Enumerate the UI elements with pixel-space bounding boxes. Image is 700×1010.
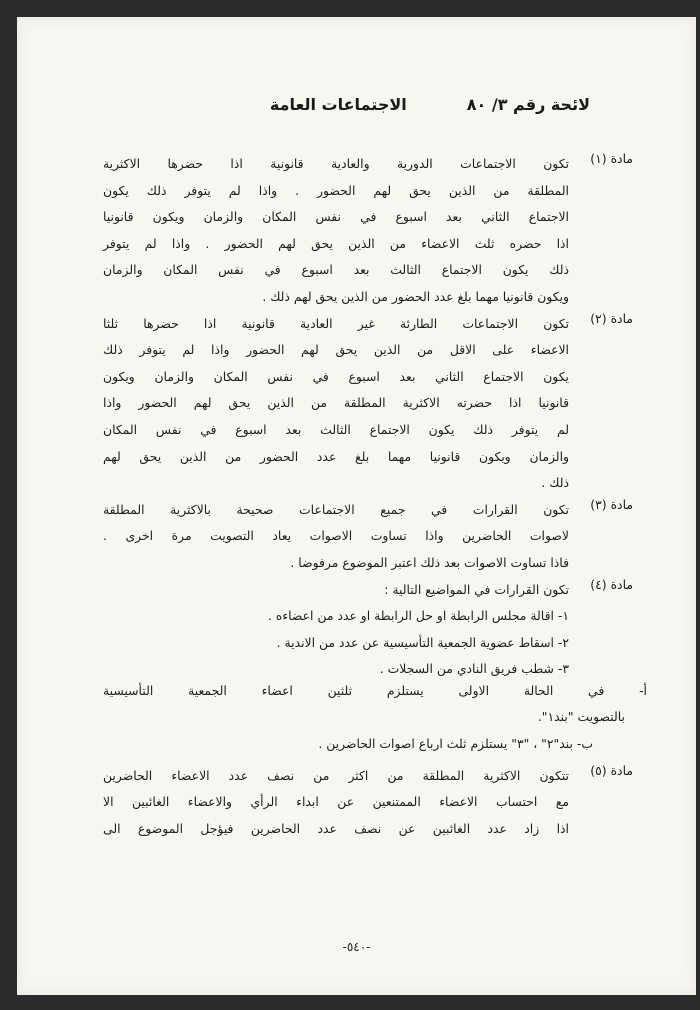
document-body: [103, 151, 647, 842]
text-line: مع احتساب الاعضاء الممتنعين عن ابداء الرأي والاعضاء الغائبين الا: [103, 794, 569, 810]
text-line: ذلك يكون الاجتماع الثالث بعد اسبوع في نفس المكان والزمان: [103, 262, 569, 278]
text-line: اذا زاد عدد الغائبين عن نصف عدد الحاضرين فيؤجل الموضوع الى: [103, 820, 569, 836]
text-line: تكون الاجتماعات الدورية والعادية قانونية اذا حضرها الاكثرية: [103, 156, 569, 171]
text-line: الاجتماع الثاني بعد اسبوع في نفس المكان والزمان ويكون قانونيا: [103, 209, 569, 225]
text-line: قانونيا اذا حضرته الاكثرية المطلقة من الذين يحق لهم الحضور واذا: [103, 395, 569, 411]
article-text: [103, 311, 569, 497]
article-text: [103, 151, 569, 311]
sub-item: أ- في الحالة الاولى يستلزم ثلثين اعضاء الجمعية التأسيسية: [103, 682, 647, 698]
article-4-subitems: [103, 683, 647, 763]
text-line: ويكون قانونيا مهما بلغ عدد الحضور من الذين يحق لهم ذلك .: [262, 288, 569, 304]
regulation-number: لائحة رقم ٣/ ٨٠: [466, 95, 590, 114]
article-text: [103, 763, 569, 843]
text-line: ذلك .: [541, 475, 569, 491]
article-label: مادة (٣): [590, 496, 633, 512]
text-line: تكون الاجتماعات الطارئة غير العادية قانونية اذا حضرها ثلثا: [103, 315, 569, 331]
text-line: لم يتوفر ذلك يكون الاجتماع الثالث بعد اسبوع في نفس المكان: [103, 421, 569, 437]
article-label: مادة (٤): [590, 576, 633, 592]
article-label: مادة (٢): [590, 310, 633, 326]
page-number: -٥٤٠-: [342, 940, 371, 954]
list-item: ١- اقالة مجلس الرابطة او حل الرابطة او عدد من اعضاءه .: [267, 608, 569, 624]
document-header: [270, 95, 590, 114]
article-text: [103, 577, 569, 683]
article-2: [103, 311, 633, 497]
sub-item: ب- بند"٢" ، "٣" يستلزم ثلث ارباع اصوات الحاضرين .: [318, 736, 593, 752]
list-item: ٣- شطب فريق النادي من السجلات .: [379, 661, 569, 677]
text-line: تكون القرارات في جميع الاجتماعات صحيحة بالاكثرية المطلقة: [103, 501, 569, 517]
article-3: [103, 497, 633, 577]
document-page: [17, 17, 696, 995]
article-label: مادة (١): [590, 151, 633, 166]
article-text: [103, 497, 569, 577]
text-line: الاعضاء على الاقل من الذين يحق لهم الحضور واذا لم يتوفر ذلك: [103, 342, 569, 358]
section-title: الاجتماعات العامة: [269, 95, 407, 114]
text-line: اذا حضره ثلث الاعضاء من الذين يحق لهم الحضور . واذا لم يتوفر: [103, 235, 569, 251]
article-1: [103, 151, 633, 311]
article-label: مادة (٥): [590, 762, 633, 778]
article-5: [103, 763, 633, 843]
article-intro: تكون القرارات في المواضيع التالية :: [384, 581, 569, 597]
text-line: يكون الاجتماع الثاني بعد اسبوع في نفس المكان والزمان ويكون: [103, 368, 569, 384]
text-line: المطلقة من الذين يحق لهم الحضور . واذا لم يتوفر ذلك يكون: [103, 182, 569, 198]
text-line: فاذا تساوت الاصوات بعد ذلك اعتبر الموضوع مرفوضا .: [290, 554, 569, 570]
sub-item-continuation: بالتصويت "بند١".: [537, 709, 625, 725]
text-line: تتكون الاكثرية المطلقة من اكثر من نصف عدد الاعضاء الحاضرين: [103, 767, 569, 783]
text-line: لاصوات الحاضرين واذا تساوت الاصوات يعاد التصويت مرة اخرى .: [103, 528, 569, 544]
list-item: ٢- اسقاط عضوية الجمعية التأسيسية عن عدد من الاندية .: [276, 634, 569, 650]
text-line: والزمان ويكون قانونيا مهما بلغ عدد الحضور من الذين يحق لهم: [103, 448, 569, 464]
article-4: [103, 577, 633, 683]
